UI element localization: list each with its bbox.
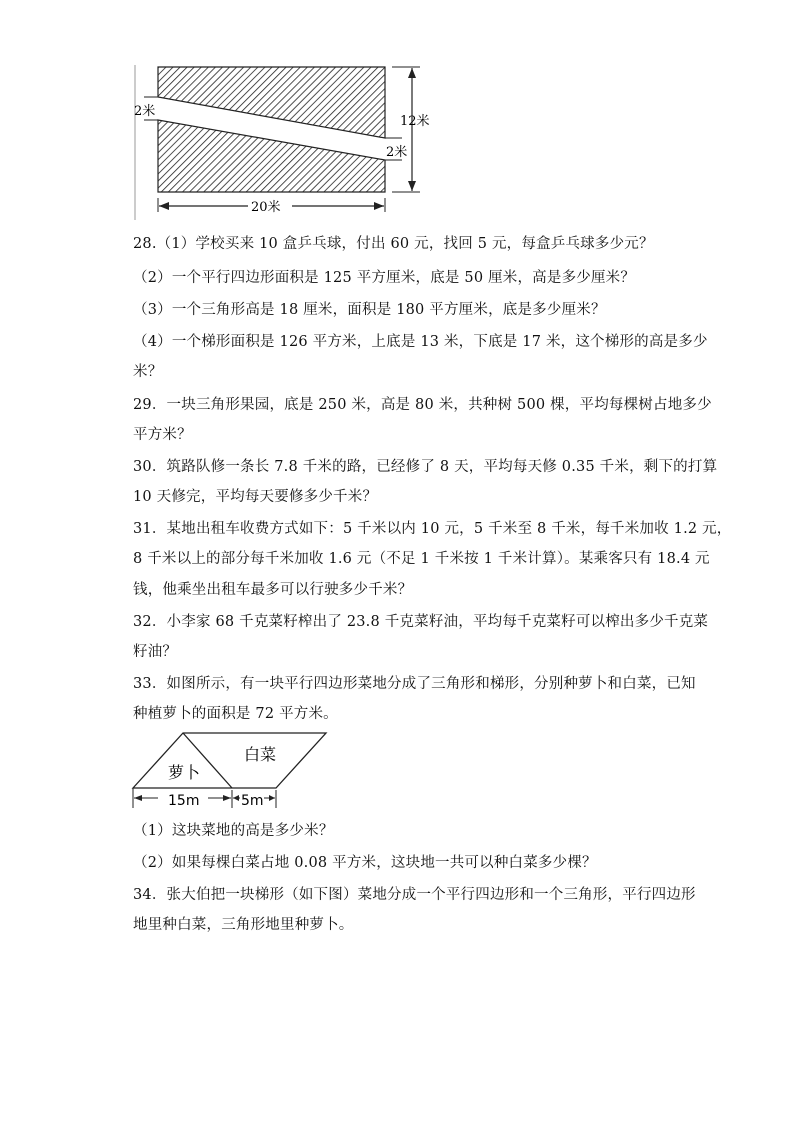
q28-part3: （3）一个三角形高是 18 厘米，面积是 180 平方厘米，底是多少厘米？ <box>133 302 606 318</box>
road-figure <box>130 60 450 225</box>
q34: 34．张大伯把一块梯形（如下图）菜地分成一个平行四边形和一个三角形，平行四边形 <box>133 887 696 903</box>
q28-part4-cont: 米？ <box>133 364 163 380</box>
q32: 32．小李家 68 千克菜籽榨出了 23.8 千克菜籽油，平均每千克菜籽可以榨出多少千克菜 <box>133 614 709 630</box>
q34-cont: 地里种白菜，三角形地里种萝卜。 <box>133 917 354 933</box>
q33: 33．如图所示，有一块平行四边形菜地分成了三角形和梯形，分别种萝卜和白菜，已知 <box>133 676 696 692</box>
q32-cont: 籽油？ <box>133 644 178 660</box>
q30-cont: 10 天修完，平均每天要修多少千米？ <box>133 489 378 505</box>
right-gap-label: 2米 <box>386 145 408 160</box>
q31-cont2: 钱，他乘坐出租车最多可以行驶多少千米？ <box>133 582 413 598</box>
parallelogram-outline <box>133 733 326 788</box>
base-left-label: 15m <box>168 793 200 809</box>
q29: 29．一块三角形果园，底是 250 米，高是 80 米，共种树 500 棵，平均每棵树占地多少 <box>133 397 712 413</box>
q31: 31．某地出租车收费方式如下：5 千米以内 10 元，5 千米至 8 千米，每千米加收 1.2 元， <box>133 521 732 537</box>
q31-cont1: 8 千米以上的部分每千米加收 1.6 元（不足 1 千米按 1 千米计算）。某乘客只有 18.4 元 <box>133 551 710 567</box>
q28-part1: 28.（1）学校买来 10 盒乒乓球，付出 60 元，找回 5 元，每盒乒乓球多少元？ <box>133 236 654 252</box>
base-right-label: 5m <box>241 793 264 809</box>
q28-part4: （4）一个梯形面积是 126 平方米，上底是 13 米，下底是 17 米，这个梯形的高是多少 <box>133 334 708 350</box>
cabbage-label: 白菜 <box>244 745 277 764</box>
q33-part1: （1）这块菜地的高是多少米？ <box>133 823 334 839</box>
q29-cont: 平方米？ <box>133 427 192 443</box>
q33-cont: 种植萝卜的面积是 72 平方米。 <box>133 706 338 722</box>
radish-label: 萝卜 <box>168 763 201 782</box>
width-label: 20米 <box>251 200 281 215</box>
q28-part2: （2）一个平行四边形面积是 125 平方厘米，底是 50 厘米，高是多少厘米？ <box>133 270 636 286</box>
height-label: 12米 <box>400 114 430 129</box>
left-gap-label: 2米 <box>134 104 156 119</box>
vegetable-plot-figure <box>128 728 338 814</box>
q33-part2: （2）如果每棵白菜占地 0.08 平方米，这块地一共可以种白菜多少棵？ <box>133 855 597 871</box>
q30: 30．筑路队修一条长 7.8 千米的路，已经修了 8 天，平均每天修 0.35 千米，剩下的打算 <box>133 459 718 475</box>
